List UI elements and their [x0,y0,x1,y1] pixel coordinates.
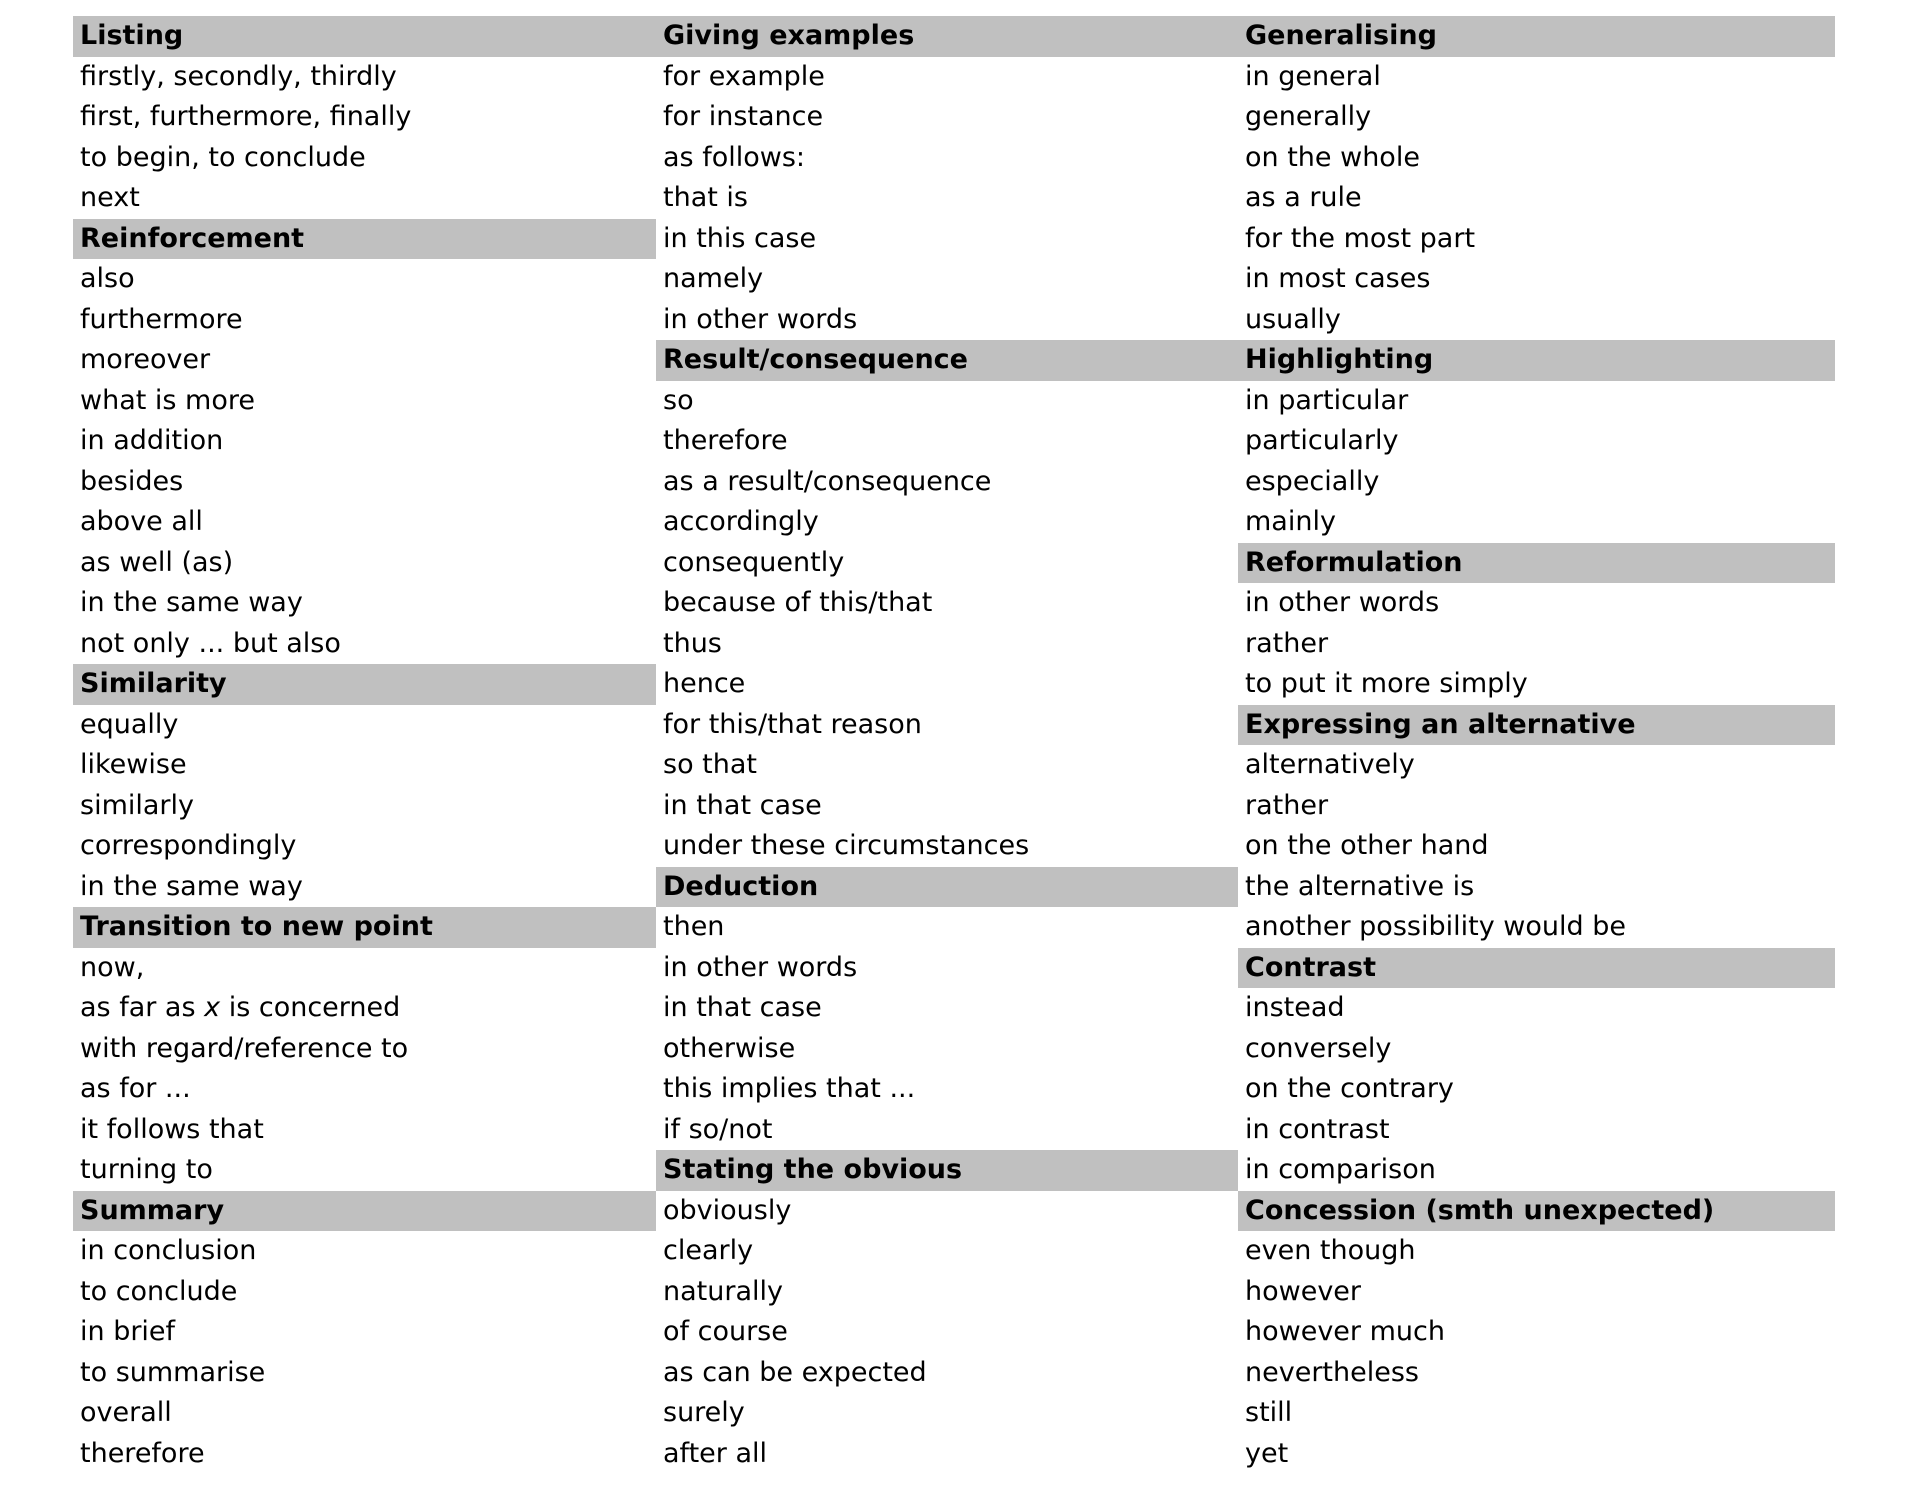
list-item: in other words [1245,587,1440,618]
list-item: correspondingly [80,830,297,861]
list-item: however [1245,1275,1362,1307]
list-item: similarly [80,789,194,821]
list-item: not only ... but also [80,627,341,659]
list-item: for the most part [1245,222,1476,254]
section-heading-result-consequence: Result/consequence [656,340,1238,381]
list-item: this implies that ... [663,1073,916,1104]
list-item: in that case [663,789,822,821]
list-item: above all [80,506,203,537]
list-item: so that [663,749,757,780]
list-item: in comparison [1245,1154,1436,1185]
list-item: as can be expected [663,1356,927,1388]
section-heading-highlighting: Highlighting [1238,340,1835,381]
list-item: on the other hand [1245,830,1489,861]
list-item: generally [1245,101,1372,132]
list-item: naturally [663,1275,783,1307]
section-heading-summary: Summary [73,1191,656,1232]
list-item: firstly, secondly, thirdly [80,60,397,92]
variable-x: x [204,992,221,1023]
section-heading-generalising: Generalising [1238,16,1835,57]
list-item: however much [1245,1316,1445,1347]
list-item: rather [1245,789,1329,821]
section-heading-expressing-an-alternative: Expressing an alternative [1238,705,1835,746]
list-item: even though [1245,1235,1416,1266]
list-item: furthermore [80,303,243,335]
list-item: to put it more simply [1245,668,1528,699]
list-item: in this case [663,222,817,254]
list-item: then [663,911,725,942]
list-item: equally [80,708,179,740]
list-item: so [663,384,694,416]
list-item: consequently [663,546,845,578]
list-item: for this/that reason [663,708,922,740]
list-item: in contrast [1245,1113,1390,1145]
list-item: under these circumstances [663,830,1030,861]
column-3 [1238,16,1835,1474]
list-item: especially [1245,465,1380,497]
section-heading-transition: Transition to new point [73,907,656,948]
list-item: another possibility would be [1245,911,1626,942]
list-item: in addition [80,425,224,456]
list-item: alternatively [1245,749,1415,780]
list-item: for instance [663,101,824,132]
list-item: after all [663,1437,768,1469]
list-item: thus [663,627,722,659]
section-heading-similarity: Similarity [73,664,656,705]
list-item: in the same way [80,870,303,902]
list-item: usually [1245,303,1341,335]
list-item: with regard/reference to [80,1032,409,1064]
list-item: hence [663,668,746,699]
list-item: namely [663,263,764,294]
list-item: likewise [80,749,187,780]
section-heading-reinforcement: Reinforcement [73,219,656,260]
list-item: particularly [1245,425,1399,456]
list-item: otherwise [663,1032,796,1064]
list-item: in that case [663,992,822,1023]
list-item: it follows that [80,1113,264,1145]
list-item: as follows: [663,141,805,173]
list-item: to conclude [80,1275,238,1307]
section-heading-giving-examples: Giving examples [656,16,1238,57]
list-item: in conclusion [80,1235,257,1266]
list-item: in the same way [80,587,303,618]
list-item: what is more [80,384,255,416]
list-item: because of this/that [663,587,933,618]
list-item: therefore [663,425,788,456]
list-item: obviously [663,1194,792,1226]
list-item: first, furthermore, finally [80,101,412,132]
list-item: nevertheless [1245,1356,1419,1388]
list-item: clearly [663,1235,754,1266]
list-item: as well (as) [80,546,234,578]
section-heading-deduction: Deduction [656,867,1238,908]
list-item: therefore [80,1437,205,1469]
list-item: as a rule [1245,182,1362,213]
list-item-italic-x: as far as x is concerned [80,992,401,1023]
list-item: for example [663,60,825,92]
list-item: to begin, to conclude [80,141,366,173]
list-item: instead [1245,992,1345,1023]
list-item: conversely [1245,1032,1392,1064]
list-item: next [80,182,140,213]
list-item: overall [80,1397,172,1428]
list-item: in other words [663,303,858,335]
list-item: on the contrary [1245,1073,1454,1104]
list-item: as for ... [80,1073,191,1104]
list-item: of course [663,1316,788,1347]
list-item: in other words [663,951,858,983]
section-heading-stating-the-obvious: Stating the obvious [656,1150,1238,1191]
section-heading-concession: Concession (smth unexpected) [1238,1191,1835,1232]
list-item: besides [80,465,184,497]
column-2 [656,16,1238,1474]
list-item: still [1245,1397,1293,1428]
list-item: accordingly [663,506,819,537]
list-item: mainly [1245,506,1336,537]
list-item: also [80,263,135,294]
list-item: on the whole [1245,141,1420,173]
list-item: surely [663,1397,745,1428]
column-1 [73,16,656,1474]
list-item: if so/not [663,1113,773,1145]
list-item: the alternative is [1245,870,1475,902]
list-item: to summarise [80,1356,266,1388]
list-item: moreover [80,344,211,375]
list-item: as a result/consequence [663,465,992,497]
list-item: in general [1245,60,1381,92]
list-item: turning to [80,1154,213,1185]
list-item: in most cases [1245,263,1431,294]
section-heading-contrast: Contrast [1238,948,1835,989]
linking-words-table [73,16,1835,1474]
list-item: yet [1245,1437,1289,1469]
list-item: now, [80,951,145,983]
list-item: in brief [80,1316,176,1347]
section-heading-listing: Listing [73,16,656,57]
list-item: rather [1245,627,1329,659]
list-item: in particular [1245,384,1409,416]
section-heading-reformulation: Reformulation [1238,543,1835,584]
list-item: that is [663,182,748,213]
